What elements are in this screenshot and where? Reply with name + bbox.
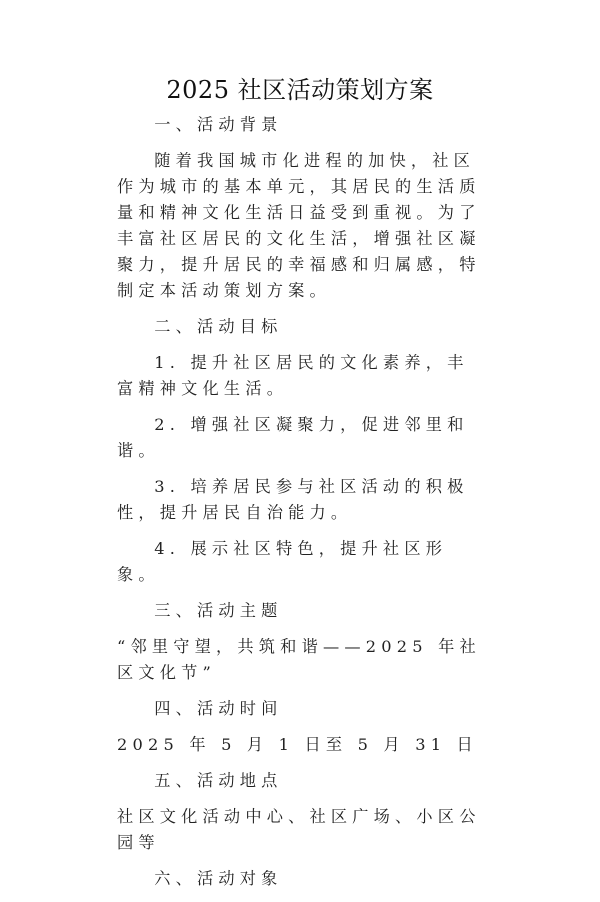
time-text: 2025 年 5 月 1 日至 5 月 31 日 <box>117 735 478 754</box>
location-text: 社区文化活动中心、社区广场、小区公园等 <box>117 807 481 852</box>
theme-text: “邻里守望，共筑和谐——2025 年社区文化节” <box>117 637 481 682</box>
goal-item-1: 1. 提升社区居民的文化素养，丰富精神文化生活。 <box>117 353 469 398</box>
goal-item-2: 2. 增强社区凝聚力，促进邻里和谐。 <box>117 415 469 460</box>
background-paragraph: 随着我国城市化进程的加快，社区作为城市的基本单元，其居民的生活质量和精神文化生活日益受到重视。为了丰富社区居民的文化生活，增强社区凝聚力，提升居民的幸福感和归属感，特制定本活动策划方案。 <box>117 151 481 300</box>
document-title: 2025 社区活动策划方案 <box>166 76 434 104</box>
section-heading-audience: 六、活动对象 <box>154 869 283 888</box>
goal-item-3: 3. 培养居民参与社区活动的积极性，提升居民自治能力。 <box>117 477 469 522</box>
goal-item-4: 4. 展示社区特色，提升社区形象。 <box>117 539 448 584</box>
section-heading-background: 一、活动背景 <box>154 115 283 134</box>
section-heading-goals: 二、活动目标 <box>154 317 283 336</box>
section-heading-theme: 三、活动主题 <box>154 601 283 620</box>
section-heading-location: 五、活动地点 <box>154 771 283 790</box>
section-heading-time: 四、活动时间 <box>154 699 283 718</box>
document-body <box>117 112 489 902</box>
